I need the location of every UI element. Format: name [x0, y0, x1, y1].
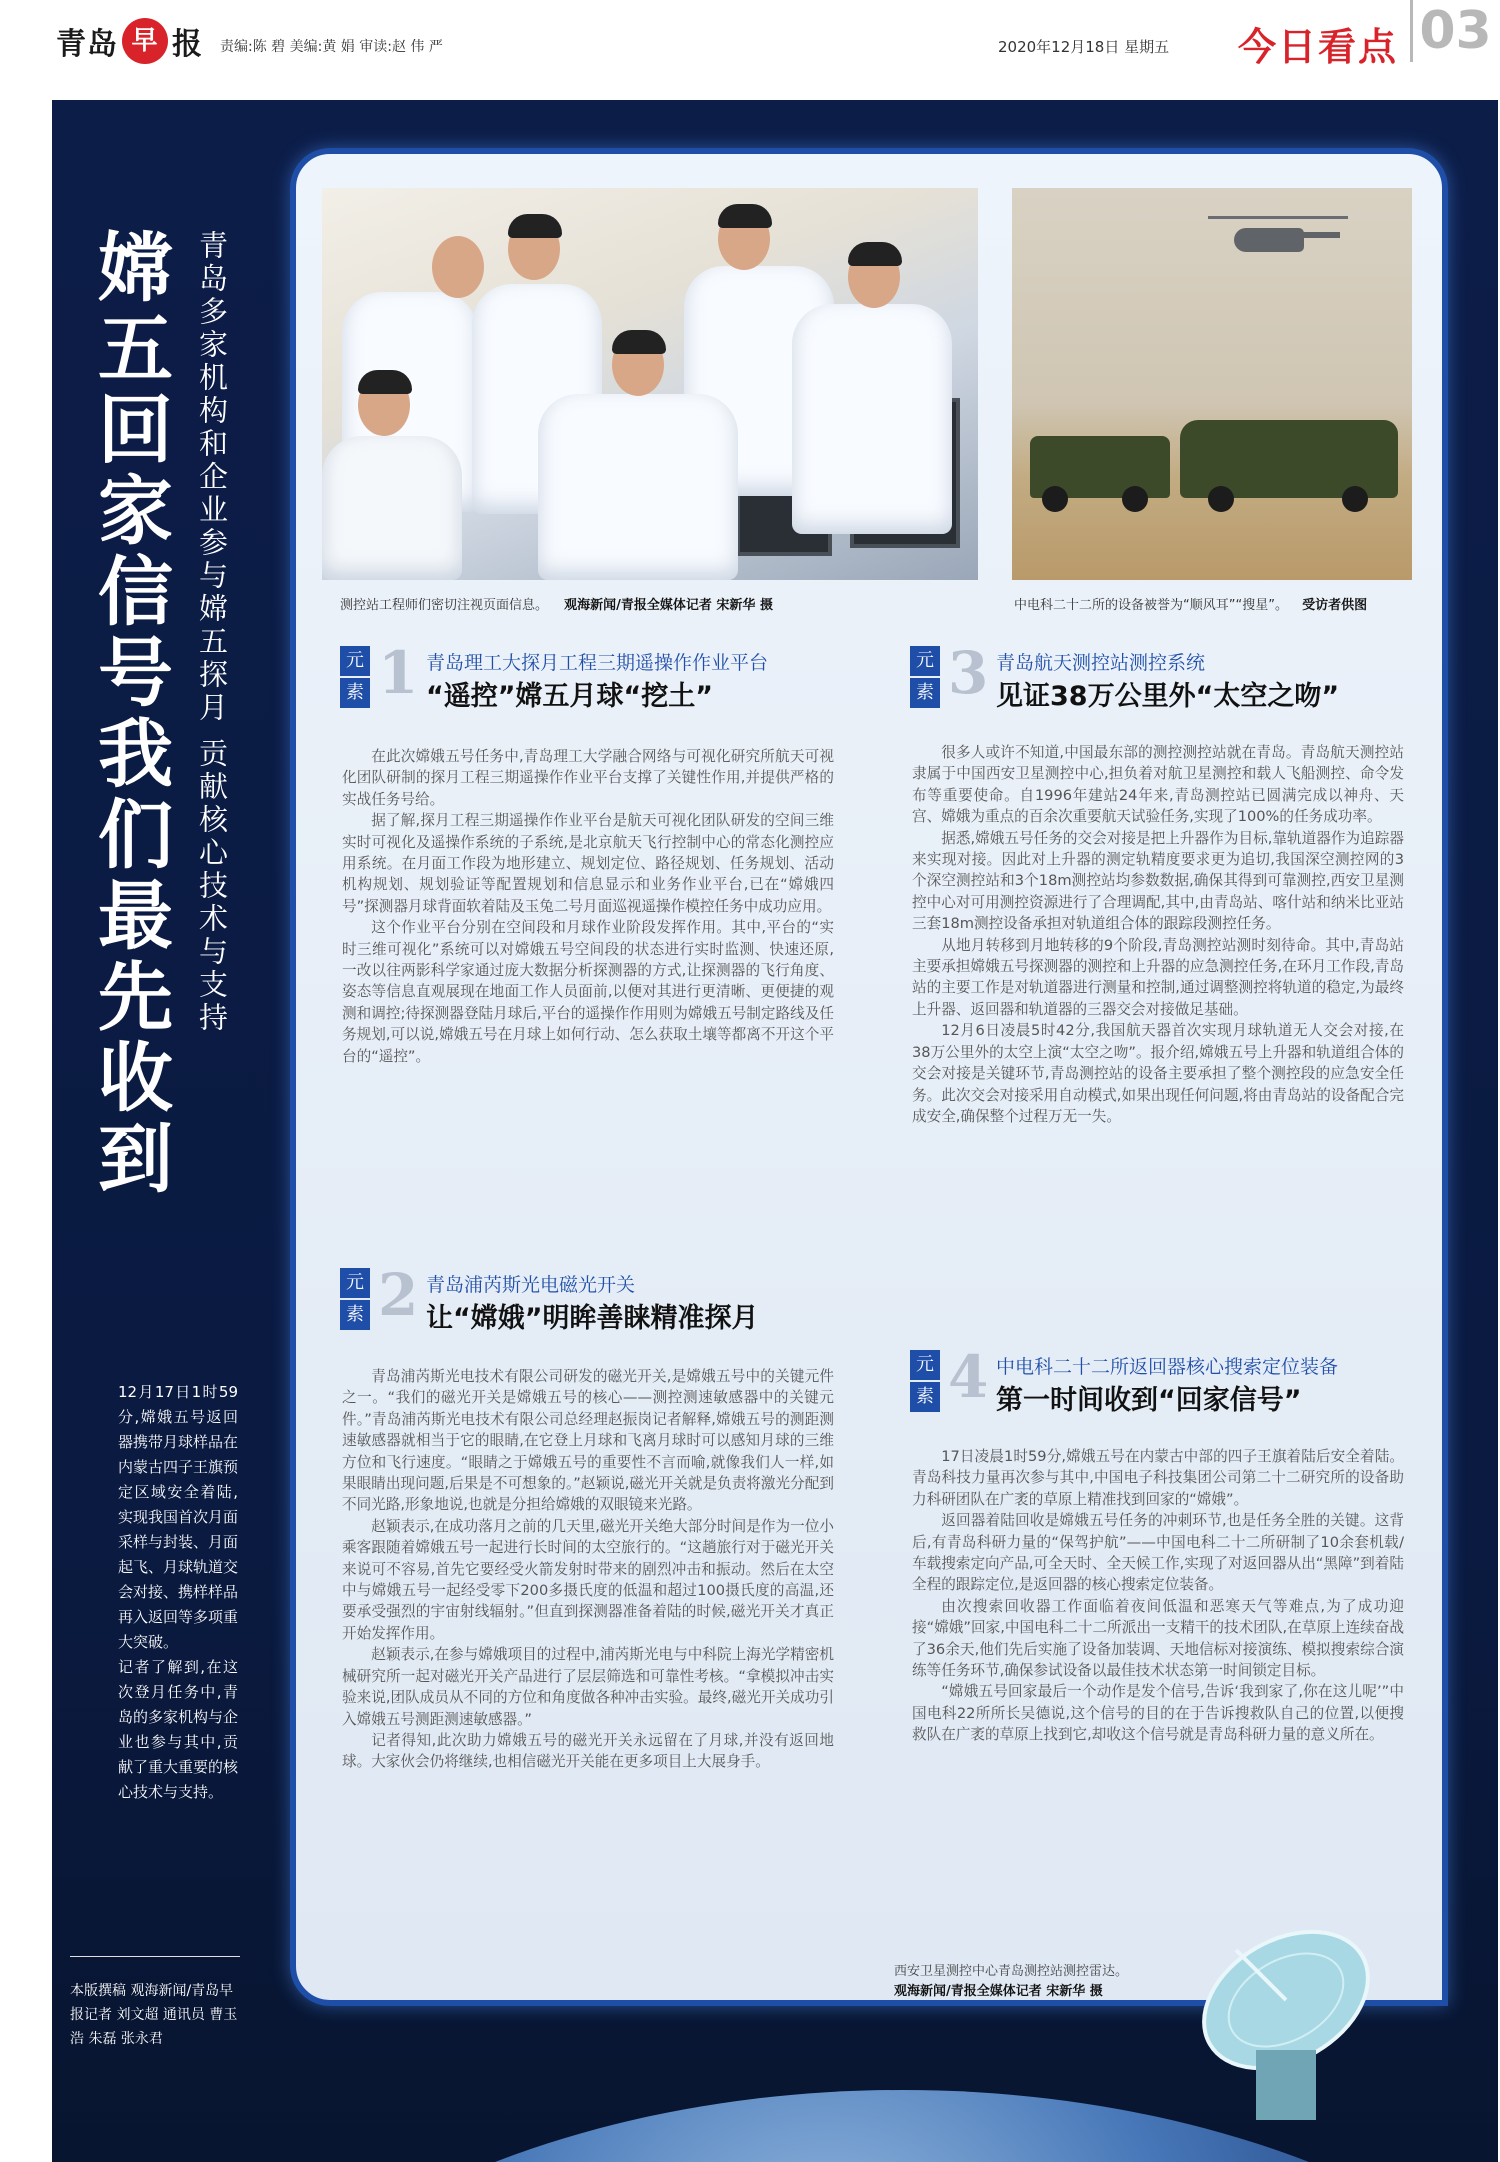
- lab-photo-credit: 观海新闻/青报全媒体记者 宋新华 摄: [564, 598, 773, 613]
- logo-text-right: 报: [172, 27, 203, 62]
- element-title: 见证38万公里外“太空之吻”: [996, 681, 1340, 712]
- article-paragraph: 记者得知,此次助力嫦娥五号的磁光开关永远留在了月球,并没有返回地球。大家伙会仍将继续,也相信磁光开关能在更多项目上大展身手。: [342, 1731, 834, 1771]
- control-room-photo[interactable]: [322, 188, 978, 580]
- field-caption-text: 中电科二十二所的设备被誉为“顺风耳”“搜星”。: [1014, 598, 1288, 613]
- element-1-body: [342, 746, 834, 1067]
- article-paragraph: 青岛浦芮斯光电技术有限公司研发的磁光开关,是嫦娥五号中的关键元件之一。“我们的磁光开关是嫦娥五号的核心——测控测速敏感器中的关键元件。”青岛浦芮斯光电技术有限公司总经理赵振岗记者解释,嫦娥五号的测距测速敏感器就相当于它的眼睛,在它登上月球和飞离月球时可以感知月球的三维方位和飞行速度。“眼睛之于嫦娥五号的重要性不言而喻,就像我们人一样,如果眼睛出现问题,后果是不可想象的。”赵颖说,磁光开关就是负责将激光分配到不同光路,形象地说,也就是分担给嫦娥的双眼镜来光路。: [342, 1368, 834, 1514]
- element-tag-char: 元: [340, 646, 370, 676]
- logo-badge: 早: [122, 18, 168, 64]
- element-tag-char: 元: [910, 646, 940, 676]
- editor-credits: 责编:陈 碧 美编:黄 娟 审读:赵 伟 严: [220, 39, 443, 55]
- article-paragraph: 从地月转移到月地转移的9个阶段,青岛测控站测时刻待命。其中,青岛站主要承担嫦娥五号探测器的测控和上升器的应急测控任务,在环月工作段,青岛站的主要工作是对轨道器进行测量和控制,通过调整测控将轨道的稳定,为最终上升器、返回器和轨道器的三器交会对接做足基础。: [912, 936, 1404, 1018]
- article-paragraph: 由次搜索回收器工作面临着夜间低温和恶寒天气等难点,为了成功迎接“嫦娥”回家,中国电科二十二所派出一支精干的技术团队,在草原上连续奋战了36余天,他们先后实施了设备加装调、天地信标对接演练、模拟搜索综合演练等任务环节,确保参试设备以最佳技术状态第一时间锁定目标。: [912, 1597, 1404, 1680]
- element-3-body: [912, 742, 1404, 1127]
- wheel-icon: [1342, 486, 1368, 512]
- engineer-hair: [508, 214, 562, 238]
- element-title: 第一时间收到“回家信号”: [996, 1385, 1302, 1416]
- engineer-hair: [848, 242, 902, 266]
- engineer-figure: [792, 304, 952, 534]
- engineer-head: [432, 236, 484, 298]
- element-2-header: [340, 1261, 840, 1348]
- element-1-header: [340, 639, 840, 726]
- element-tag: [910, 646, 942, 710]
- element-number: 4: [948, 1343, 989, 1411]
- element-tag-char: 素: [910, 1382, 940, 1412]
- field-photo-caption: [1014, 594, 1367, 613]
- element-tag-char: 素: [340, 678, 370, 708]
- engineer-figure: [538, 394, 738, 580]
- engineer-hair: [718, 204, 772, 228]
- element-kicker: 青岛航天测控站测控系统: [996, 652, 1206, 674]
- radar-dish-icon[interactable]: [1176, 1920, 1376, 2120]
- element-title: 让“嫦娥”明眸善睐精准探月: [426, 1303, 759, 1334]
- section-title: 今日看点: [1238, 25, 1399, 69]
- element-tag-char: 元: [910, 1350, 940, 1380]
- masthead: [0, 0, 1500, 88]
- article-paragraph: 17日凌晨1时59分,嫦娥五号在内蒙古中部的四子王旗着陆后安全着陆。青岛科技力量再次参与其中,中国电子科技集团公司第二十二研究所的设备助力科研团队在广袤的草原上精准找到回家的“嫦娥”。: [912, 1448, 1404, 1508]
- article-paragraph: 很多人或许不知道,中国最东部的测控测控站就在青岛。青岛航天测控站隶属于中国西安卫星测控中心,担负着对航卫星测控和载人飞船测控、命令发布等重要使命。自1996年建站24年来,青岛测控站已圆满完成以神舟、天宫、嫦娥为重点的百余次重要航天试验任务,实现了100%的任务成功率。: [912, 744, 1404, 826]
- military-van: [1180, 420, 1398, 498]
- article-paragraph: 赵颖表示,在成功落月之前的几天里,磁光开关绝大部分时间是作为一位小乘客跟随着嫦娥五号一起进行长时间的太空旅行的。“这趟旅行对于磁光开关来说可不容易,首先它要经受火箭发射时带来的剧烈冲击和振动。然后在太空中与嫦娥五号一起经受零下200多摄氏度的低温和超过100摄氏度的高温,还要承受强烈的宇宙射线辐射。”但直到探测器准备着陆的时候,磁光开关才真正开始发挥作用。: [342, 1517, 834, 1642]
- page-headline: 嫦五回家信号我们最先收到: [86, 228, 174, 1200]
- element-number: 2: [378, 1261, 419, 1329]
- article-paragraph: 在此次嫦娥五号任务中,青岛理工大学融合网络与可视化研究所航天可视化团队研制的探月工程三期遥操作作业平台支撑了关键性作用,并提供严格的实战任务号给。: [342, 748, 834, 808]
- byline: 本版撰稿 观海新闻/青岛早报记者 刘文超 通讯员 曹玉浩 朱磊 张永君: [70, 1956, 240, 2051]
- element-2-body: [342, 1366, 834, 1773]
- element-tag: [910, 1350, 942, 1414]
- element-title: “遥控”嫦五月球“挖土”: [426, 681, 713, 712]
- issue-date: 2020年12月18日 星期五: [998, 38, 1170, 56]
- element-4-header: [910, 1343, 1430, 1430]
- article-paragraph: 这个作业平台分别在空间段和月球作业阶段发挥作用。其中,平台的“实时三维可视化”系统可以对嫦娥五号空间段的状态进行实时监测、快速还原,一改以往两影科学家通过庞大数据分析探测器的方式,让探测器的飞行角度、姿态等信息直观展现在地面工作人员面前,以便对其进行更清晰、更便捷的观测和调控;待探测器登陆月球后,平台的遥操作作用则为嫦娥五号制定路线及任务规划,可以说,嫦娥五号在月球上如何行动、怎么获取土壤等都离不开这个平台的“遥控”。: [342, 919, 834, 1065]
- field-photo-credit: 受访者供图: [1302, 598, 1368, 613]
- article-paragraph: 返回器着陆回收是嫦娥五号任务的冲刺环节,也是任务全胜的关键。这背后,有青岛科研力量的“保驾护航”——中国电科二十二所研制了10余套机载/车载搜索定向产品,可全天时、全天候工作,实现了对返回器从出“黑障”到着陆全程的跟踪定位,是返回器的核心搜索定位装备。: [912, 1512, 1404, 1594]
- article-paragraph: 12月6日凌晨5时42分,我国航天器首次实现月球轨道无人交会对接,在38万公里外的太空上演“太空之吻”。报介绍,嫦娥五号上升器和轨道组合体的交会对接是关键环节,青岛测控站的设备主要承担了整个测控段的应急安全任务。此次交会对接采用自动模式,如果出现任何问题,将由青岛站的设备配合完成安全,确保整个过程万无一失。: [912, 1022, 1404, 1125]
- lead-paragraph: 12月17日1时59分,嫦娥五号返回器携带月球样品在内蒙古四子王旗预定区域安全着陆,实现我国首次月面采样与封装、月面起飞、月球轨道交会对接、携样样品再入返回等多项重大突破。 记者了解到,在这次登月任务中,青岛的多家机构与企业也参与其中,贡献了重大重要的核心技术与支持。: [118, 1383, 239, 1801]
- element-tag-char: 素: [910, 678, 940, 708]
- engineer-hair: [612, 330, 666, 354]
- page-number: 03: [1410, 0, 1498, 62]
- element-4-body: [912, 1446, 1404, 1746]
- element-tag: [340, 646, 372, 710]
- element-3-header: [910, 639, 1410, 726]
- element-number: 3: [948, 639, 989, 707]
- field-vehicles-photo[interactable]: [1012, 188, 1412, 580]
- element-kicker: 青岛理工大探月工程三期遥操作作业平台: [426, 652, 769, 674]
- element-tag-char: 素: [340, 1300, 370, 1330]
- article-paragraph: 赵颖表示,在参与嫦娥项目的过程中,浦芮斯光电与中科院上海光学精密机械研究所一起对磁光开关产品进行了层层筛选和可靠性考核。“拿模拟冲击实验来说,团队成员从不同的方位和角度做各种冲击实验。最终,磁光开关成功引入嫦娥五号测距测速敏感器。”: [342, 1646, 834, 1728]
- helicopter-tail: [1292, 232, 1340, 238]
- helicopter-rotor: [1208, 216, 1348, 219]
- article-paragraph: 据悉,嫦娥五号任务的交会对接是把上升器作为目标,靠轨道器作为追踪器来实现对接。因此对上升器的测定轨精度要求更为追切,我国深空测控网的3个深空测控站和3个18m测控站均参数数据,确保其得到可靠测控,西安卫星测控中心对可用测控资源进行了合理调配,其中,由青岛站、喀什站和纳米比亚站三套18m测控设备承担对轨道组合体的跟踪段测控任务。: [912, 829, 1404, 933]
- lab-photo-caption: [340, 594, 773, 613]
- newspaper-logo[interactable]: [56, 18, 203, 64]
- wheel-icon: [1042, 486, 1068, 512]
- engineer-hair: [358, 370, 412, 394]
- element-number: 1: [378, 639, 419, 707]
- element-kicker: 中电科二十二所返回器核心搜索定位装备: [996, 1356, 1339, 1378]
- page-subheadline: 青岛多家机构和企业参与嫦五探月 贡献核心技术与支持: [195, 230, 229, 1036]
- element-tag-char: 元: [340, 1268, 370, 1298]
- article-paragraph: “嫦娥五号回家最后一个动作是发个信号,告诉‘我到家了,你在这儿呢’”中国电科22所所长吴德说,这个信号的目的在于告诉搜救队自己的位置,以便搜救队在广袤的草原上找到它,却收这个信号就是青岛科研力量的意义所在。: [912, 1683, 1404, 1744]
- element-kicker: 青岛浦芮斯光电磁光开关: [426, 1274, 636, 1296]
- dish-photo-caption: [894, 1962, 1128, 2002]
- engineer-figure: [322, 436, 462, 580]
- dish-photo-credit: 观海新闻/青报全媒体记者 宋新华 摄: [894, 1984, 1103, 1999]
- article-paragraph: 据了解,探月工程三期遥操作作业平台是航天可视化团队研发的空间三维实时可视化及遥操作系统的子系统,是北京航天飞行控制中心的常态化测控应用系统。在月面工作段为地形建立、规划定位、路径规划、任务规划、活动机构规划、规划验证等配置规划和信息显示和业务作业平台,已在“嫦娥四号”探测器月球背面软着陆及玉兔二号月面巡视遥操作模控任务中成功应用。: [342, 812, 834, 915]
- lab-caption-text: 测控站工程师们密切注视页面信息。: [340, 598, 549, 613]
- wheel-icon: [1208, 486, 1234, 512]
- dish-caption-text: 西安卫星测控中心青岛测控站测控雷达。: [894, 1964, 1129, 1979]
- wheel-icon: [1122, 486, 1148, 512]
- logo-text-left: 青岛: [56, 27, 118, 62]
- element-tag: [340, 1268, 372, 1332]
